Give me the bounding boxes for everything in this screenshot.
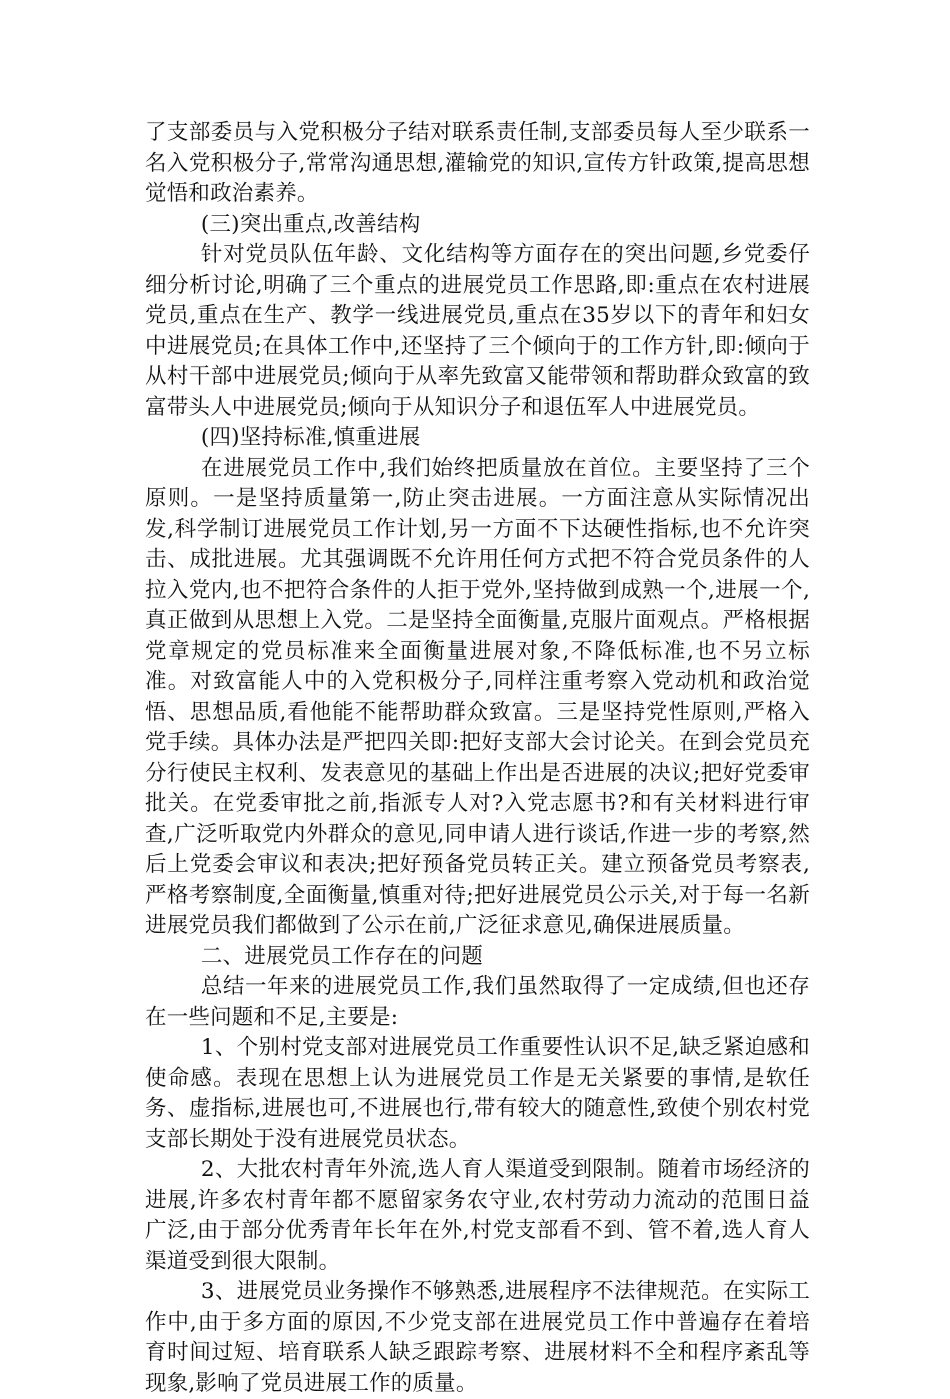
paragraph-problem-2: 2、大批农村青年外流,选人育人渠道受到限制。随着市场经济的进展,许多农村青年都不愿留家务农守业,农村劳动力流动的范围日益广泛,由于部分优秀青年长年在外,村党支部看不到、管不着,选人育人渠道受到很大限制。 [145, 1157, 810, 1274]
section-heading-4: (四)坚持标准,慎重进展 [200, 425, 421, 450]
paragraph-problem-3: 3、进展党员业务操作不够熟悉,进展程序不法律规范。在实际工作中,由于多方面的原因,不少党支部在进展党员工作中普遍存在着培育时间过短、培育联系人缺乏跟踪考察、进展材料不全和程序紊乱等现象,影响了党员进展工作的质量。 [145, 1279, 810, 1396]
paragraph-standards: 在进展党员工作中,我们始终把质量放在首位。主要坚持了三个原则。一是坚持质量第一,防止突击进展。一方面注意从实际情况出发,科学制订进展党员工作计划,另一方面不下达硬性指标,也不允许突击、成批进展。尤其强调既不允许用任何方式把不符合党员条件的人拉入党内,也不把符合条件的人拒于党外,坚持做到成熟一个,进展一个,真正做到从思想上入党。二是坚持全面衡量,克服片面观点。严格根据党章规定的党员标准来全面衡量进展对象,不降低标准,也不另立标准。对致富能人中的入党积极分子,同样注重考察入党动机和政治觉悟、思想品质,看他能不能帮助群众致富。三是坚持党性原则,严格入党手续。具体办法是严把四关即:把好支部大会讨论关。在到会党员充分行使民主权利、发表意见的基础上作出是否进展的决议;把好党委审批关。在党委审批之前,指派专人对?入党志愿书?和有关材料进行审查,广泛听取党内外群众的意见,同申请人进行谈话,作进一步的考察,然后上党委会审议和表决;把好预备党员转正关。建立预备党员考察表,严格考察制度,全面衡量,慎重对待;把好进展党员公示关,对于每一名新进展党员我们都做到了公示在前,广泛征求意见,确保进展质量。 [145, 455, 810, 938]
section-heading-problems: 二、进展党员工作存在的问题 [200, 943, 483, 969]
paragraph-structure: 针对党员队伍年龄、文化结构等方面存在的突出问题,乡党委仔细分析讨论,明确了三个重点的进展党员工作思路,即:重点在农村进展党员,重点在生产、教学一线进展党员,重点在35岁以下的青年和妇女中进展党员;在具体工作中,还坚持了三个倾向于的工作方针,即:倾向于从村干部中进展党员;倾向于从率先致富又能带领和帮助群众致富的致富带头人中进展党员;倾向于从知识分子和退伍军人中进展党员。 [145, 242, 810, 420]
section-heading-3: (三)突出重点,改善结构 [200, 211, 421, 237]
paragraph-summary: 总结一年来的进展党员工作,我们虽然取得了一定成绩,但也还存在一些问题和不足,主要是: [145, 974, 810, 1030]
paragraph-continuation: 了支部委员与入党积极分子结对联系责任制,支部委员每人至少联系一名入党积极分子,常常沟通思想,灌输党的知识,宣传方针政策,提高思想觉悟和政治素养。 [145, 120, 810, 206]
paragraph-problem-1: 1、个别村党支部对进展党员工作重要性认识不足,缺乏紧迫感和使命感。表现在思想上认为进展党员工作是无关紧要的事情,是软任务、虚指标,进展也可,不进展也行,带有较大的随意性,致使个别农村党支部长期处于没有进展党员状态。 [145, 1035, 810, 1152]
document-page [145, 118, 810, 1399]
